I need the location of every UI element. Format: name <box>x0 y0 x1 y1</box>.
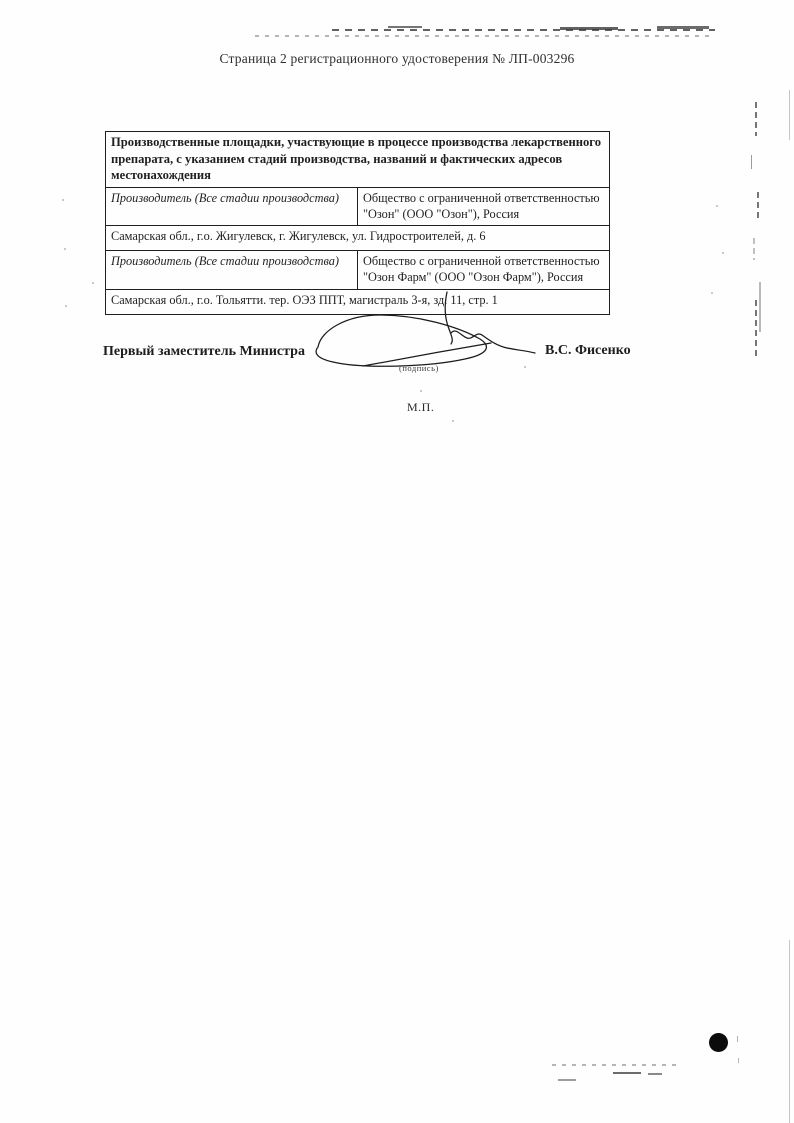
scan-speck <box>420 390 422 392</box>
manufacturer-role-cell: Производитель (Все стадии производства) <box>106 251 358 289</box>
scan-speck <box>722 252 724 254</box>
scan-noise-top-line <box>332 29 715 31</box>
scan-speck <box>716 205 718 207</box>
scan-noise-vertical <box>757 192 759 222</box>
scan-noise-vertical <box>755 102 757 136</box>
table-row <box>106 132 610 188</box>
table-row <box>106 187 610 225</box>
manufacturer-name-cell: Общество с ограниченной ответственностью "Озон Фарм" (ООО "Озон Фарм"), Россия <box>358 251 610 289</box>
scan-noise-segment <box>560 27 618 30</box>
signer-position-title: Первый заместитель Министра <box>103 344 305 359</box>
scan-speck <box>524 366 526 368</box>
scan-speck <box>711 292 713 294</box>
scan-noise-segment <box>613 1072 641 1074</box>
scan-noise-segment <box>558 1079 576 1081</box>
table-title-cell: Производственные площадки, участвующие в процессе производства лекарственного препарата, с указанием стадий производства, названий и фактических адресов местонахождения <box>106 132 610 188</box>
black-dot-mark <box>709 1033 728 1052</box>
scan-noise-segment <box>648 1073 662 1075</box>
scan-noise-segment <box>738 1058 739 1063</box>
signature-caption: (подпись) <box>399 363 439 373</box>
scan-noise-vertical <box>759 282 761 332</box>
scan-noise-segment <box>657 26 709 29</box>
scan-speck <box>92 282 94 284</box>
scan-noise-vertical <box>751 155 752 169</box>
table-row <box>106 226 610 251</box>
scan-noise-segment <box>737 1036 738 1042</box>
page-header: Страница 2 регистрационного удостоверения № ЛП-003296 <box>219 51 575 66</box>
stamp-placeholder: М.П. <box>407 400 435 414</box>
manufacturer-name-cell: Общество с ограниченной ответственностью "Озон" (ООО "Озон"), Россия <box>358 187 610 225</box>
scan-speck <box>65 305 67 307</box>
signer-name: В.С. Фисенко <box>545 343 631 358</box>
table-row <box>106 251 610 289</box>
scan-noise-segment <box>388 26 422 28</box>
scan-noise-top-line-2 <box>255 35 710 37</box>
scan-speck <box>62 199 64 201</box>
scan-speck <box>64 248 66 250</box>
manufacturer-role-cell: Производитель (Все стадии производства) <box>106 187 358 225</box>
scan-noise-vertical <box>755 300 757 358</box>
scan-noise-bottom-line <box>552 1064 682 1066</box>
scan-speck <box>452 420 454 422</box>
page-edge-line <box>789 90 790 140</box>
manufacturer-address-cell: Самарская обл., г.о. Жигулевск, г. Жигулевск, ул. Гидростроителей, д. 6 <box>106 226 610 251</box>
scan-noise-vertical <box>753 238 755 260</box>
page-edge-line <box>789 940 790 1123</box>
manufacturer-address-cell: Самарская обл., г.о. Тольятти. тер. ОЭЗ ППТ, магистраль 3-я, зд. 11, стр. 1 <box>106 289 610 314</box>
